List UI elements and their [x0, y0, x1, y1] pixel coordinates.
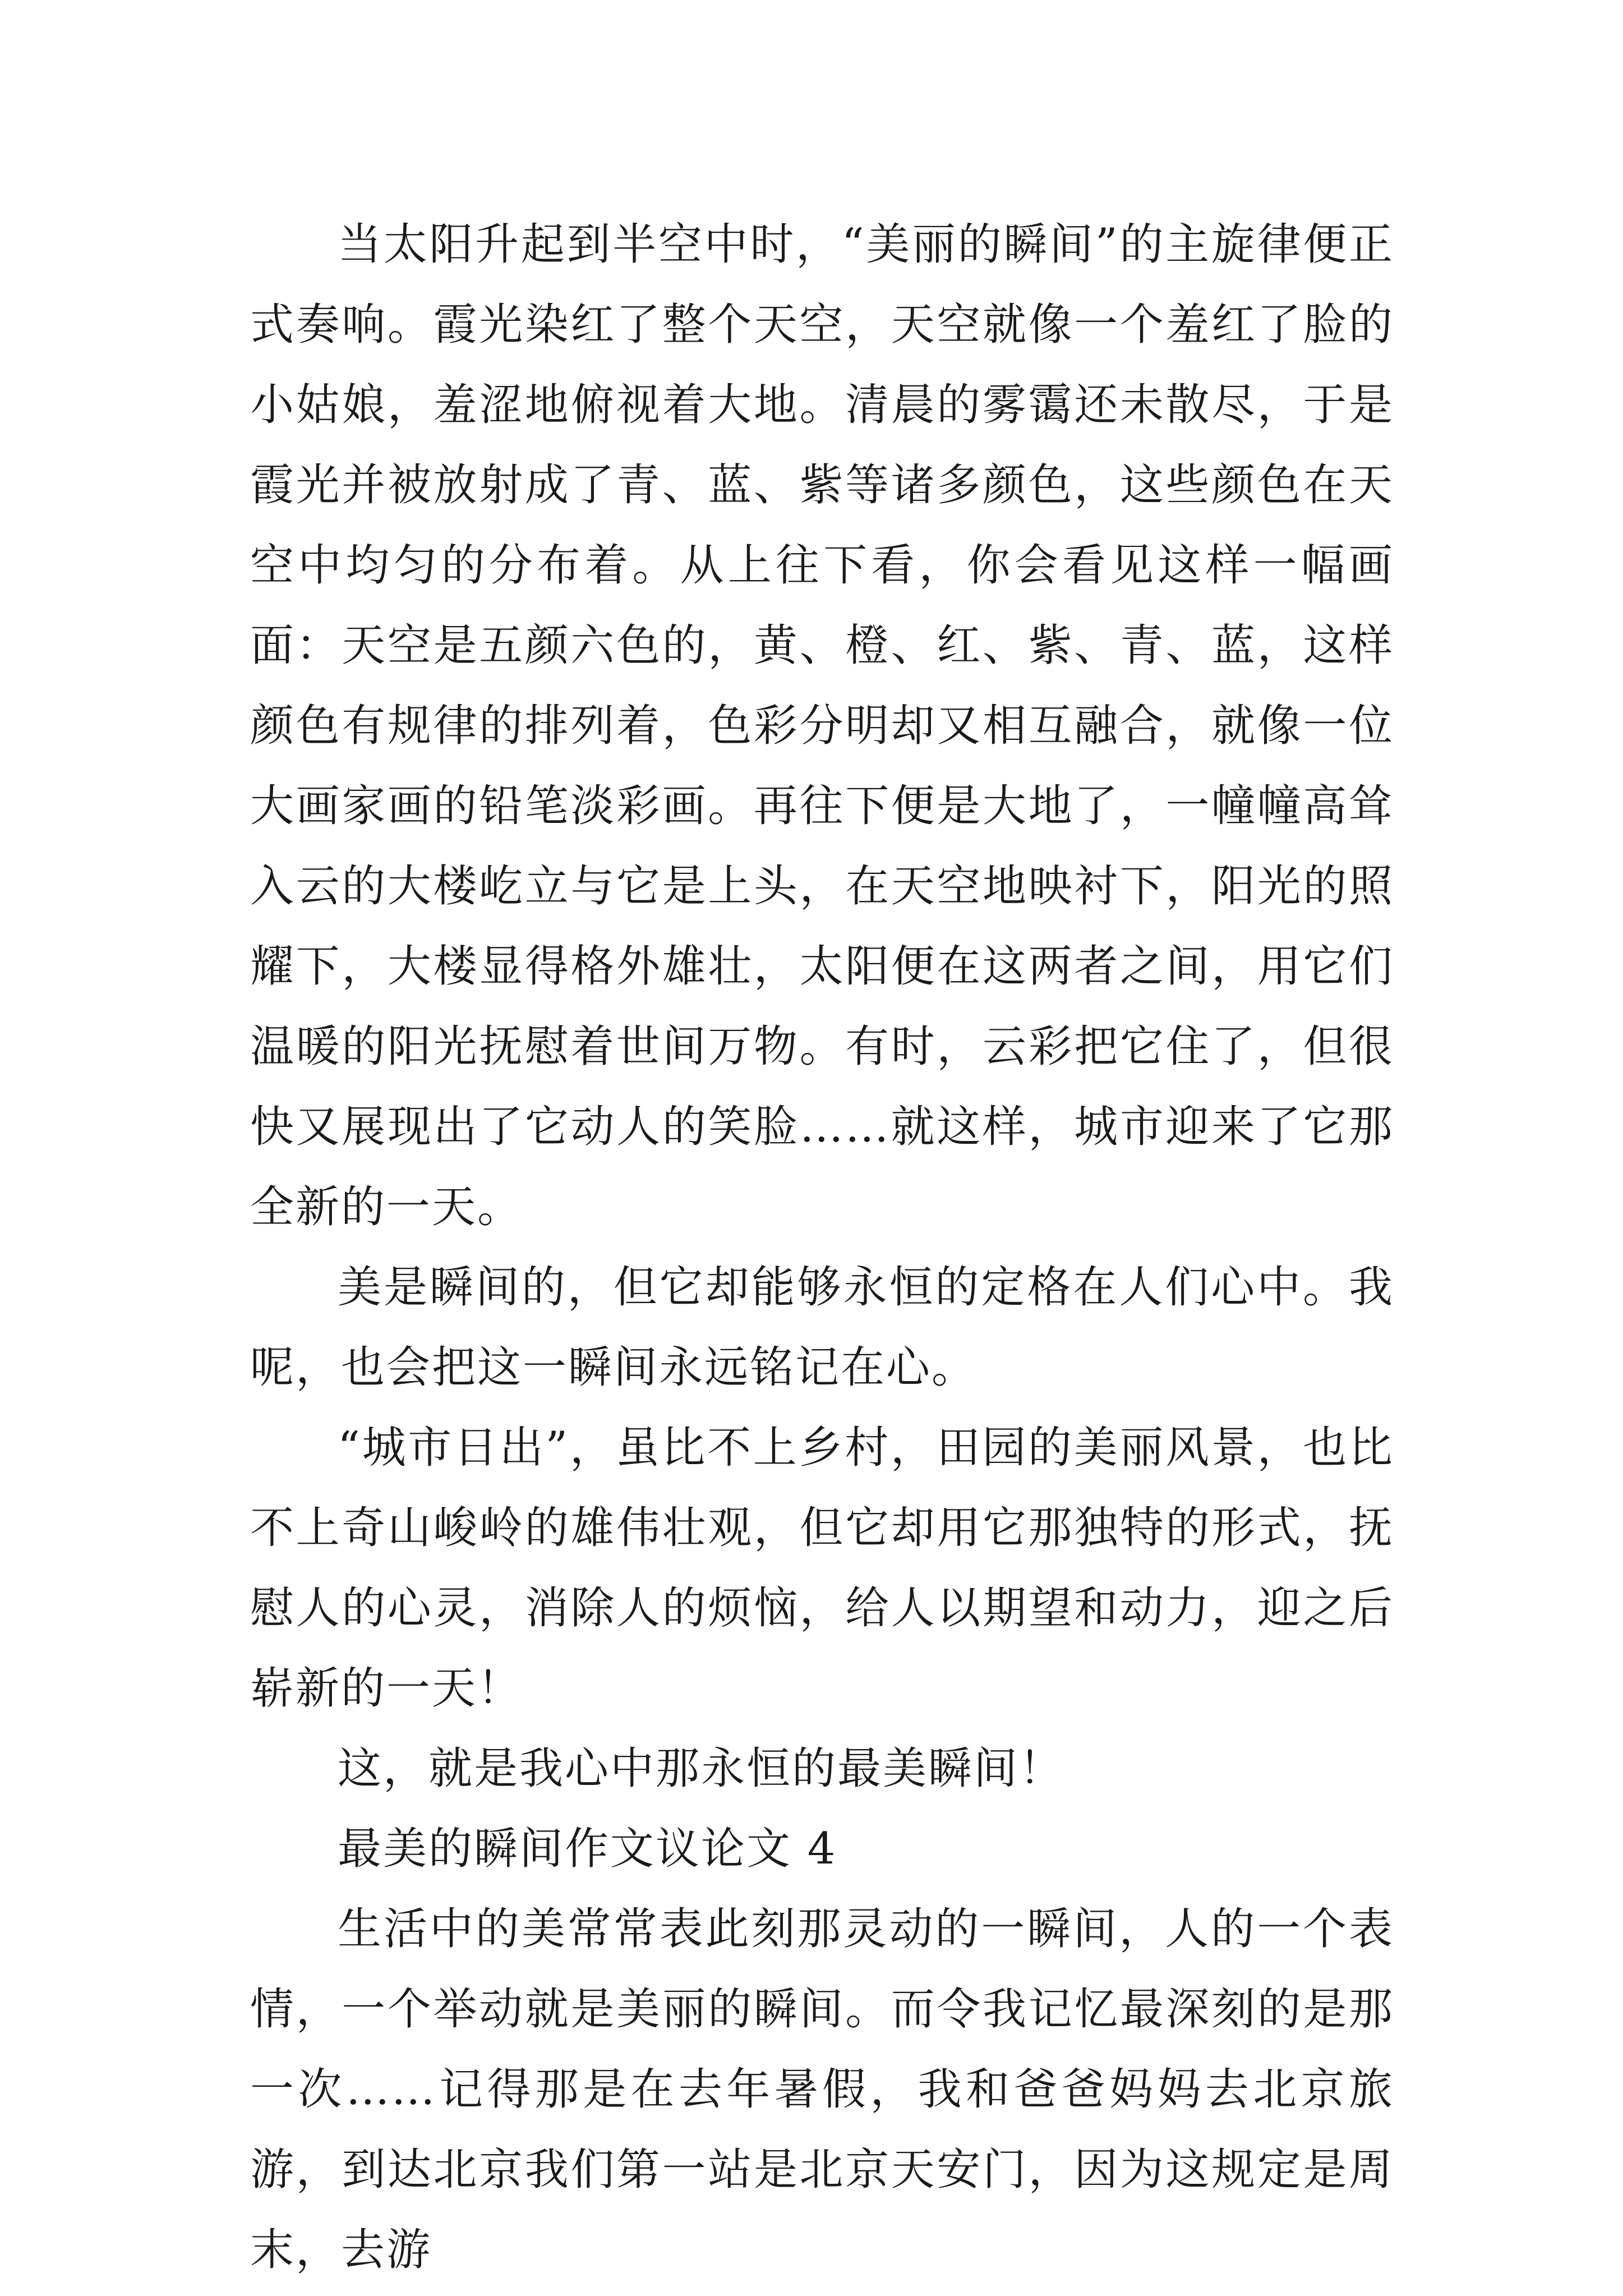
section-heading: 最美的瞬间作文议论文 4	[338, 1824, 837, 1874]
document-body	[250, 205, 1394, 2290]
paragraph-beauty-moment: 美是瞬间的，但它却能够永恒的定格在人们心中。我呢，也会把这一瞬间永远铭记在心。	[250, 1262, 1394, 1393]
paragraph-life-beauty: 生活中的美常常表此刻那灵动的一瞬间，人的一个表情，一个举动就是美丽的瞬间。而令我记忆最深刻的是那一次……记得那是在去年暑假，我和爸爸妈妈去北京旅游，到达北京我们第一站是北京天安门，因为这规定是周末，去游	[250, 1904, 1394, 2275]
paragraph-eternal-moment: 这，就是我心中那永恒的最美瞬间！	[338, 1743, 1065, 1794]
paragraph-sunrise-description: 当太阳升起到半空中时，“美丽的瞬间”的主旋律便正式奏响。霞光染红了整个天空，天空就像一个羞红了脸的小姑娘，羞涩地俯视着大地。清晨的雾霭还未散尽，于是霞光并被放射成了青、蓝、紫等诸多颜色，这些颜色在天空中均匀的分布着。从上往下看，你会看见这样一幅画面：天空是五颜六色的，黄、橙、红、紫、青、蓝，这样颜色有规律的排列着，色彩分明却又相互融合，就像一位大画家画的铅笔淡彩画。再往下便是大地了，一幢幢高耸入云的大楼屹立与它是上头，在天空地映衬下，阳光的照耀下，大楼显得格外雄壮，太阳便在这两者之间，用它们温暖的阳光抚慰着世间万物。有时，云彩把它住了，但很快又展现出了它动人的笑脸……就这样，城市迎来了它那全新的一天。	[250, 219, 1394, 1232]
paragraph-city-sunrise: “城市日出”，虽比不上乡村，田园的美丽风景，也比不上奇山峻岭的雄伟壮观，但它却用它那独特的形式，抚慰人的心灵，消除人的烦恼，给人以期望和动力，迎之后崭新的一天！	[250, 1423, 1394, 1714]
